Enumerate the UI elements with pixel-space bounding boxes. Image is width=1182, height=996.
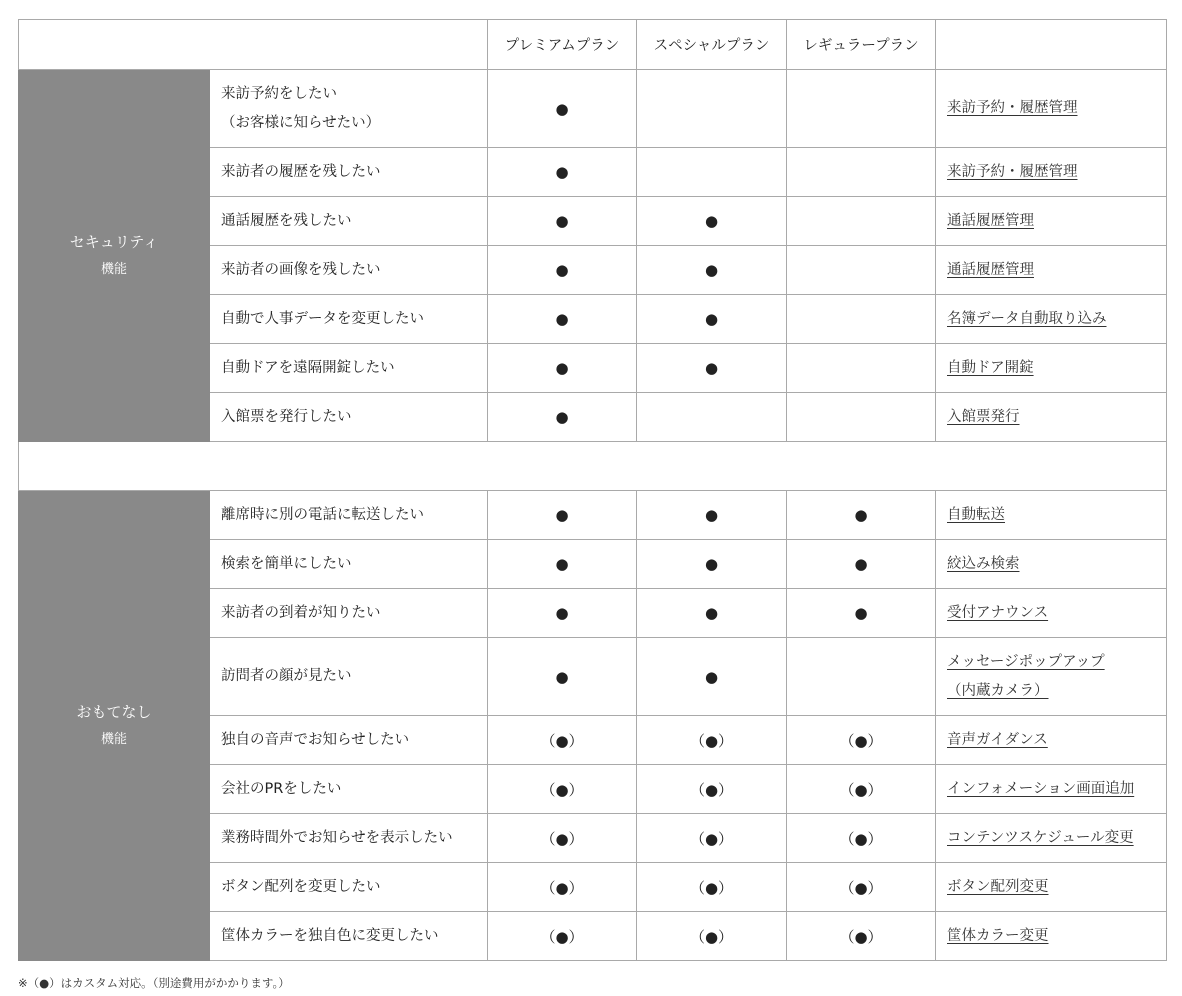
- regular-mark: [787, 197, 936, 246]
- special-mark: ●: [637, 540, 787, 589]
- header-empty-cell: [19, 20, 488, 70]
- category-hospitality: [19, 491, 210, 961]
- feature-link[interactable]: 自動ドア開錠: [947, 359, 1034, 376]
- special-mark: ●: [637, 344, 787, 393]
- feature-cell: [210, 70, 488, 148]
- feature-link[interactable]: インフォメーション画面追加: [947, 780, 1135, 797]
- feature-link[interactable]: 筐体カラー変更: [947, 927, 1049, 944]
- feature-label: 業務時間外でお知らせを表示したい: [210, 814, 488, 863]
- regular-mark: [787, 246, 936, 295]
- feature-link[interactable]: コンテンツスケジュール変更: [947, 829, 1134, 846]
- feature-label: 自動ドアを遠隔開錠したい: [210, 344, 488, 393]
- regular-mark: （●）: [787, 765, 936, 814]
- feature-label: 来訪者の到着が知りたい: [210, 589, 488, 638]
- regular-mark: [787, 295, 936, 344]
- feature-link[interactable]: ボタン配列変更: [947, 878, 1049, 895]
- spacer-cell: [19, 442, 1167, 491]
- premium-mark: （●）: [488, 814, 637, 863]
- regular-mark: ●: [787, 589, 936, 638]
- premium-mark: ●: [488, 393, 637, 442]
- header-premium-plan: プレミアムプラン: [488, 20, 637, 70]
- category-title: おもてなし: [76, 702, 152, 721]
- feature-link[interactable]: 来訪予約・履歴管理: [947, 100, 1078, 116]
- feature-link[interactable]: 自動転送: [947, 506, 1005, 523]
- table-header-row: [19, 20, 1167, 70]
- premium-mark: ●: [488, 589, 637, 638]
- premium-mark: ●: [488, 246, 637, 295]
- feature-label: ボタン配列を変更したい: [210, 863, 488, 912]
- special-mark: （●）: [637, 863, 787, 912]
- premium-mark: （●）: [488, 765, 637, 814]
- feature-label: 会社のPRをしたい: [210, 765, 488, 814]
- regular-mark: ●: [787, 491, 936, 540]
- special-mark: [637, 70, 787, 148]
- regular-mark: [787, 344, 936, 393]
- feature-link-line1: メッセージポップアップ: [947, 653, 1105, 670]
- special-mark: （●）: [637, 716, 787, 765]
- table-row: [19, 70, 1167, 148]
- premium-mark: ●: [488, 491, 637, 540]
- header-regular-plan: レギュラープラン: [787, 20, 936, 70]
- premium-mark: （●）: [488, 716, 637, 765]
- category-subtitle: 機能: [100, 731, 127, 747]
- premium-mark: ●: [488, 295, 637, 344]
- special-mark: ●: [637, 197, 787, 246]
- premium-mark: ●: [488, 70, 637, 148]
- premium-mark: ●: [488, 540, 637, 589]
- regular-mark: （●）: [787, 716, 936, 765]
- category-security: [19, 70, 210, 442]
- regular-mark: [787, 393, 936, 442]
- premium-mark: （●）: [488, 912, 637, 961]
- special-mark: （●）: [637, 912, 787, 961]
- special-mark: ●: [637, 491, 787, 540]
- feature-label: 独自の音声でお知らせしたい: [210, 716, 488, 765]
- feature-label: 通話履歴を残したい: [210, 197, 488, 246]
- feature-label: 来訪予約をしたい: [221, 85, 337, 102]
- regular-mark: （●）: [787, 863, 936, 912]
- special-mark: [637, 393, 787, 442]
- feature-label: 入館票を発行したい: [210, 393, 488, 442]
- feature-label: 筐体カラーを独自色に変更したい: [210, 912, 488, 961]
- feature-label: 検索を簡単にしたい: [210, 540, 488, 589]
- feature-link[interactable]: 名簿データ自動取り込み: [947, 310, 1107, 327]
- feature-link[interactable]: 通話履歴管理: [947, 212, 1034, 229]
- feature-label: 来訪者の画像を残したい: [210, 246, 488, 295]
- feature-link[interactable]: 絞込み検索: [947, 555, 1020, 572]
- feature-label: 訪問者の顔が見たい: [210, 638, 488, 716]
- special-mark: ●: [637, 638, 787, 716]
- category-subtitle: 機能: [100, 261, 127, 277]
- table-row: [19, 491, 1167, 540]
- regular-mark: （●）: [787, 912, 936, 961]
- regular-mark: [787, 148, 936, 197]
- premium-mark: ●: [488, 344, 637, 393]
- section-spacer-row: [19, 442, 1167, 491]
- feature-link[interactable]: 入館票発行: [947, 408, 1020, 425]
- premium-mark: ●: [488, 197, 637, 246]
- special-mark: ●: [637, 589, 787, 638]
- premium-mark: ●: [488, 148, 637, 197]
- feature-link-line2: （内蔵カメラ）: [947, 682, 1049, 699]
- regular-mark: （●）: [787, 814, 936, 863]
- special-mark: [637, 148, 787, 197]
- regular-mark: ●: [787, 540, 936, 589]
- feature-label: 来訪者の履歴を残したい: [210, 148, 488, 197]
- header-special-plan: スペシャルプラン: [637, 20, 787, 70]
- regular-mark: [787, 70, 936, 148]
- feature-link[interactable]: [947, 654, 1105, 699]
- feature-label: 離席時に別の電話に転送したい: [210, 491, 488, 540]
- premium-mark: ●: [488, 638, 637, 716]
- special-mark: ●: [637, 246, 787, 295]
- feature-link[interactable]: 来訪予約・履歴管理: [947, 163, 1078, 180]
- regular-mark: [787, 638, 936, 716]
- feature-label-note: （お客様に知らせたい）: [221, 114, 381, 131]
- header-link-column: [936, 20, 1167, 70]
- category-title: セキュリティ: [69, 232, 159, 251]
- special-mark: （●）: [637, 765, 787, 814]
- feature-link[interactable]: 受付アナウンス: [947, 604, 1049, 621]
- feature-link[interactable]: 通話履歴管理: [947, 261, 1034, 278]
- footnote: ※（●）はカスタム対応。（別途費用がかかります。）: [18, 976, 290, 990]
- premium-mark: （●）: [488, 863, 637, 912]
- plan-comparison-table: [18, 19, 1167, 961]
- feature-link[interactable]: 音声ガイダンス: [947, 731, 1048, 748]
- special-mark: ●: [637, 295, 787, 344]
- special-mark: （●）: [637, 814, 787, 863]
- feature-label: 自動で人事データを変更したい: [210, 295, 488, 344]
